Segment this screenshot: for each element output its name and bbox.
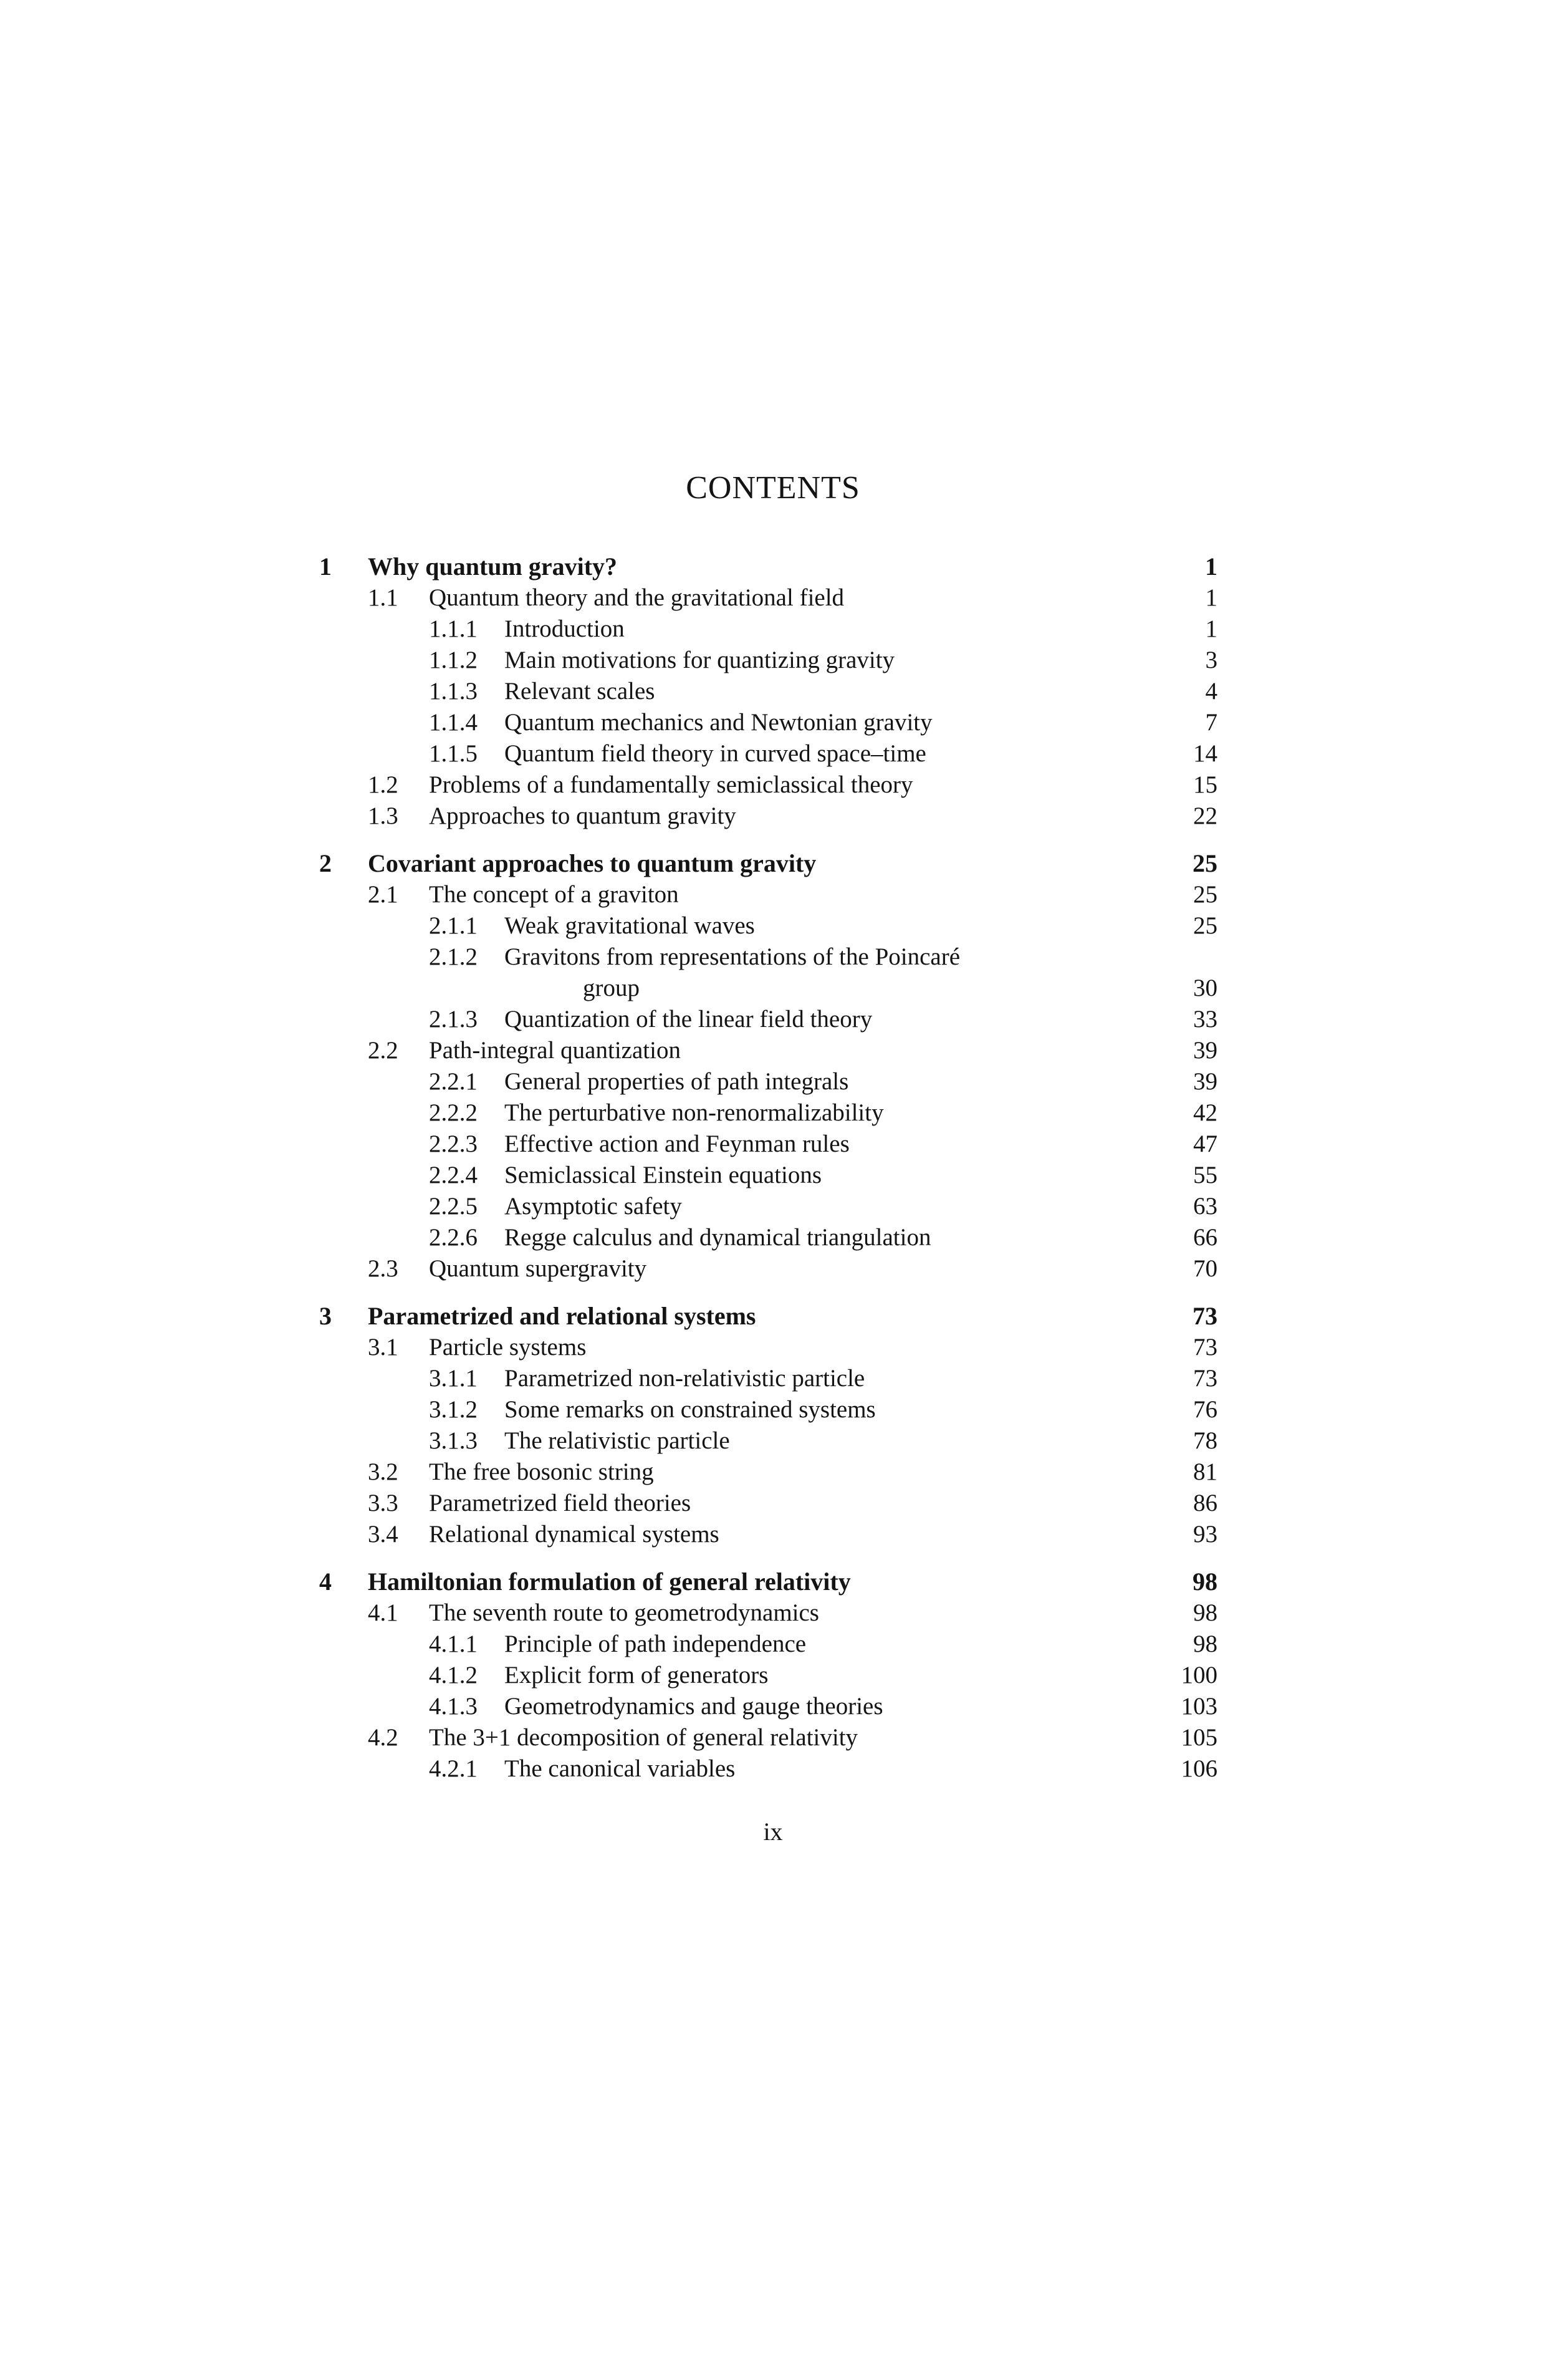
page-number: 30 bbox=[1193, 975, 1217, 1001]
page-number: 76 bbox=[1193, 1396, 1217, 1423]
subsection-number: 2.2.2 bbox=[429, 1099, 478, 1126]
chapter-number: 2 bbox=[319, 849, 332, 877]
section-title: The free bosonic string bbox=[429, 1458, 654, 1485]
subsection-number: 1.1.5 bbox=[429, 740, 478, 767]
subsection-title: Explicit form of generators bbox=[504, 1662, 769, 1689]
subsection-title: Quantum field theory in curved space–time bbox=[504, 740, 926, 767]
page-number: 106 bbox=[1181, 1755, 1217, 1782]
page-number: 103 bbox=[1181, 1693, 1217, 1720]
subsection-title: Some remarks on constrained systems bbox=[504, 1396, 876, 1423]
subsection-number: 4.2.1 bbox=[429, 1755, 478, 1782]
section-number: 2.1 bbox=[368, 881, 398, 908]
subsection-number: 1.1.2 bbox=[429, 647, 478, 673]
page-number: 81 bbox=[1193, 1458, 1217, 1485]
subsection-title: Principle of path independence bbox=[504, 1631, 807, 1657]
chapter-title: Hamiltonian formulation of general relativity bbox=[368, 1568, 851, 1596]
subsection-title: General properties of path integrals bbox=[504, 1068, 849, 1095]
section-title: The seventh route to geometrodynamics bbox=[429, 1599, 819, 1626]
page-number: 25 bbox=[1193, 881, 1217, 908]
section-title: Relational dynamical systems bbox=[429, 1521, 719, 1548]
subsection-number: 3.1.1 bbox=[429, 1365, 478, 1392]
page-number-folio: ix bbox=[763, 1818, 783, 1846]
subsection-number: 3.1.2 bbox=[429, 1396, 478, 1423]
page-number: 1 bbox=[1205, 615, 1217, 642]
section-number: 4.1 bbox=[368, 1599, 398, 1626]
section-title: The concept of a graviton bbox=[429, 881, 679, 908]
section-number: 3.4 bbox=[368, 1521, 398, 1548]
subsection-number: 4.1.1 bbox=[429, 1631, 478, 1657]
section-number: 3.3 bbox=[368, 1490, 398, 1516]
page-number: 73 bbox=[1193, 1302, 1217, 1330]
page-number: 98 bbox=[1193, 1599, 1217, 1626]
page-number: 22 bbox=[1193, 802, 1217, 829]
page-number: 78 bbox=[1193, 1427, 1217, 1454]
subsection-title: Parametrized non-relativistic particle bbox=[504, 1365, 865, 1392]
page-number: 33 bbox=[1193, 1006, 1217, 1033]
section-title: Parametrized field theories bbox=[429, 1490, 691, 1516]
page-number: 86 bbox=[1193, 1490, 1217, 1516]
section-title: Problems of a fundamentally semiclassical theory bbox=[429, 771, 913, 798]
subsection-number: 2.1.3 bbox=[429, 1006, 478, 1033]
page-number: 73 bbox=[1193, 1365, 1217, 1392]
section-title: Quantum theory and the gravitational field bbox=[429, 584, 845, 611]
section-title: Path-integral quantization bbox=[429, 1037, 681, 1064]
page-number: 100 bbox=[1181, 1662, 1217, 1689]
page-number: 47 bbox=[1193, 1130, 1217, 1157]
page-number: 55 bbox=[1193, 1162, 1217, 1188]
section-number: 2.3 bbox=[368, 1255, 398, 1282]
chapter-title: Why quantum gravity? bbox=[368, 552, 618, 581]
page-number: 39 bbox=[1193, 1037, 1217, 1064]
subsection-title: Regge calculus and dynamical triangulation bbox=[504, 1224, 931, 1251]
subsection-number: 4.1.2 bbox=[429, 1662, 478, 1689]
page-number: 4 bbox=[1205, 678, 1217, 705]
subsection-number: 1.1.1 bbox=[429, 615, 478, 642]
section-number: 3.1 bbox=[368, 1334, 398, 1361]
subsection-title: The relativistic particle bbox=[504, 1427, 730, 1454]
page-number: 3 bbox=[1205, 647, 1217, 673]
chapter-title: Parametrized and relational systems bbox=[368, 1302, 756, 1330]
page-number: 1 bbox=[1205, 584, 1217, 611]
page-number: 73 bbox=[1193, 1334, 1217, 1361]
page-number: 25 bbox=[1193, 912, 1217, 939]
subsection-title: Asymptotic safety bbox=[504, 1193, 682, 1220]
subsection-title: Semiclassical Einstein equations bbox=[504, 1162, 822, 1188]
subsection-number: 4.1.3 bbox=[429, 1693, 478, 1720]
subsection-number: 2.2.6 bbox=[429, 1224, 478, 1251]
subsection-title: Relevant scales bbox=[504, 678, 655, 705]
section-number: 2.2 bbox=[368, 1037, 398, 1064]
subsection-title: The perturbative non-renormalizability bbox=[504, 1099, 884, 1126]
subsection-number: 2.2.1 bbox=[429, 1068, 478, 1095]
section-number: 4.2 bbox=[368, 1724, 398, 1751]
section-number: 1.3 bbox=[368, 802, 398, 829]
page-number: 105 bbox=[1181, 1724, 1217, 1751]
page-number: 93 bbox=[1193, 1521, 1217, 1548]
page-number: 7 bbox=[1205, 709, 1217, 736]
subsection-title-continuation: group bbox=[583, 975, 640, 1001]
subsection-title: Main motivations for quantizing gravity bbox=[504, 647, 895, 673]
page-number: 25 bbox=[1193, 849, 1217, 877]
page-number: 70 bbox=[1193, 1255, 1217, 1282]
subsection-title: Introduction bbox=[504, 615, 625, 642]
subsection-title: Effective action and Feynman rules bbox=[504, 1130, 850, 1157]
subsection-title: Quantization of the linear field theory bbox=[504, 1006, 873, 1033]
subsection-title: Geometrodynamics and gauge theories bbox=[504, 1693, 883, 1720]
subsection-number: 2.2.3 bbox=[429, 1130, 478, 1157]
chapter-number: 3 bbox=[319, 1302, 332, 1330]
subsection-number: 2.1.2 bbox=[429, 943, 478, 970]
page-number: 98 bbox=[1193, 1568, 1217, 1596]
chapter-title: Covariant approaches to quantum gravity bbox=[368, 849, 817, 877]
chapter-number: 1 bbox=[319, 552, 332, 581]
page-number: 42 bbox=[1193, 1099, 1217, 1126]
subsection-title: The canonical variables bbox=[504, 1755, 736, 1782]
subsection-number: 2.1.1 bbox=[429, 912, 478, 939]
subsection-number: 1.1.3 bbox=[429, 678, 478, 705]
section-number: 3.2 bbox=[368, 1458, 398, 1485]
page-number: 1 bbox=[1205, 552, 1217, 581]
subsection-title: Quantum mechanics and Newtonian gravity bbox=[504, 709, 933, 736]
section-number: 1.1 bbox=[368, 584, 398, 611]
section-title: Particle systems bbox=[429, 1334, 587, 1361]
page-number: 39 bbox=[1193, 1068, 1217, 1095]
subsection-number: 2.2.4 bbox=[429, 1162, 478, 1188]
subsection-number: 2.2.5 bbox=[429, 1193, 478, 1220]
subsection-number: 1.1.4 bbox=[429, 709, 478, 736]
section-title: Approaches to quantum gravity bbox=[429, 802, 736, 829]
subsection-title: Gravitons from representations of the Poincaré bbox=[504, 943, 961, 970]
subsection-title: Weak gravitational waves bbox=[504, 912, 755, 939]
section-number: 1.2 bbox=[368, 771, 398, 798]
subsection-number: 3.1.3 bbox=[429, 1427, 478, 1454]
page-number: 98 bbox=[1193, 1631, 1217, 1657]
page-title: CONTENTS bbox=[686, 470, 860, 506]
chapter-number: 4 bbox=[319, 1568, 332, 1596]
section-title: The 3+1 decomposition of general relativity bbox=[429, 1724, 858, 1751]
page-number: 63 bbox=[1193, 1193, 1217, 1220]
section-title: Quantum supergravity bbox=[429, 1255, 647, 1282]
page-number: 14 bbox=[1193, 740, 1217, 767]
page-number: 15 bbox=[1193, 771, 1217, 798]
page-number: 66 bbox=[1193, 1224, 1217, 1251]
